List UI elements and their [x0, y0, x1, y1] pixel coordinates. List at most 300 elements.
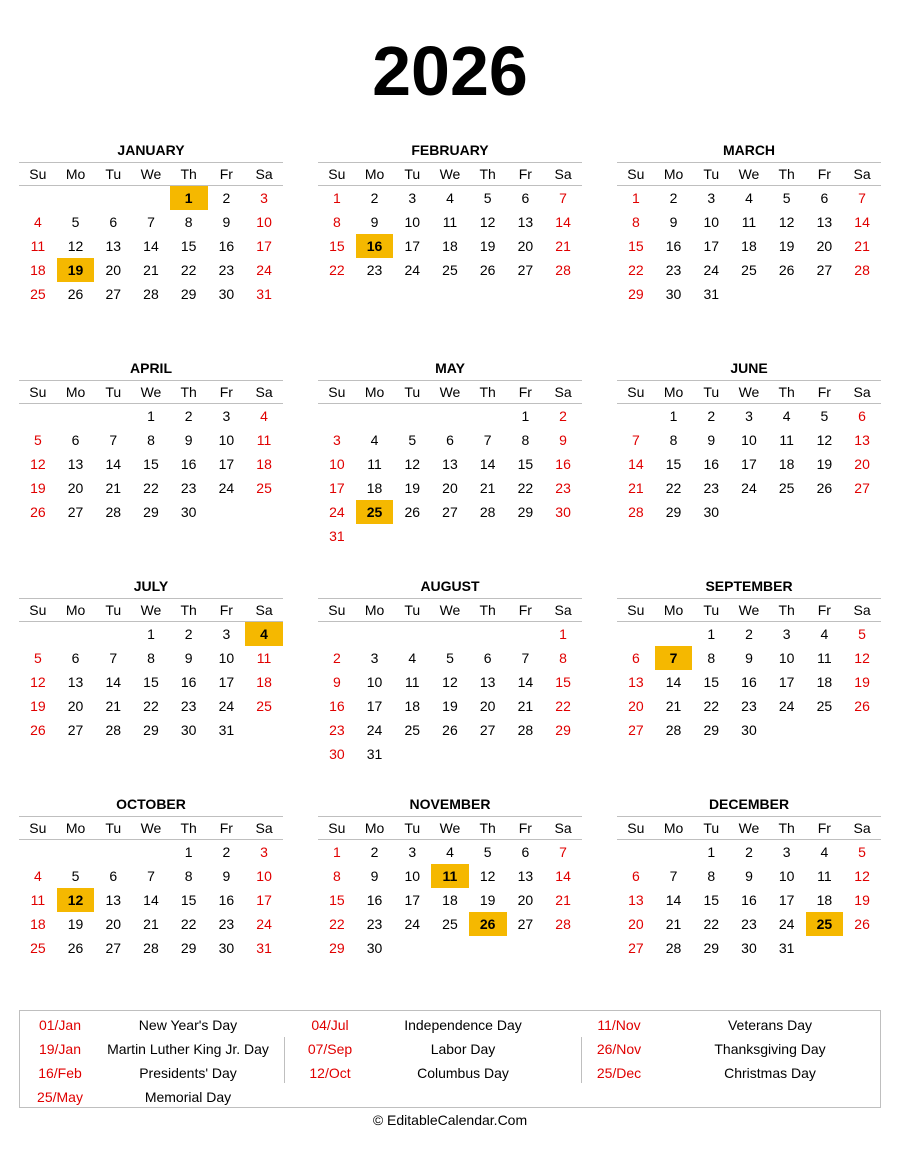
day-cell: 4 — [782, 408, 791, 424]
day-cell: 20 — [479, 698, 496, 714]
day-cell: 26 — [30, 722, 46, 738]
day-cell: 28 — [665, 940, 682, 956]
empty-day-cell — [245, 500, 283, 524]
day-cell: 30 — [741, 940, 757, 956]
day-cell: 21 — [628, 480, 644, 496]
day-cell: 18 — [778, 456, 795, 472]
day-cell: 29 — [329, 940, 345, 956]
day-cell: 31 — [778, 940, 795, 956]
day-cell: 14 — [665, 674, 682, 690]
weekday-label: We — [140, 384, 162, 400]
empty-day-cell — [57, 840, 95, 864]
day-cell: 25 — [442, 916, 458, 932]
empty-day-cell — [393, 622, 431, 646]
empty-day-cell — [469, 524, 507, 548]
day-cell: 9 — [222, 868, 231, 884]
day-cell: 27 — [854, 480, 870, 496]
week-row — [19, 694, 283, 718]
day-cell: 15 — [517, 456, 534, 472]
empty-day-cell — [730, 500, 768, 524]
weekday-label: Th — [778, 602, 795, 618]
weekday-label: Mo — [663, 166, 684, 182]
day-cell: 25 — [816, 698, 833, 714]
holiday-name: Columbus Day — [417, 1065, 509, 1081]
day-cell: 16 — [180, 674, 197, 690]
week-row — [318, 404, 582, 428]
week-row — [617, 234, 881, 258]
day-cell: 11 — [741, 214, 757, 230]
day-cell: 6 — [71, 432, 80, 448]
holiday-name: Independence Day — [404, 1017, 522, 1033]
day-cell: 6 — [109, 868, 118, 884]
day-cell: 24 — [404, 916, 421, 932]
day-cell: 17 — [329, 480, 345, 496]
day-cell: 27 — [67, 504, 84, 520]
day-cell: 8 — [559, 650, 567, 666]
holiday-name: Thanksgiving Day — [714, 1041, 826, 1057]
day-cell: 11 — [256, 432, 272, 448]
day-cell: 13 — [105, 892, 122, 908]
week-row — [617, 428, 881, 452]
day-cell: 3 — [222, 626, 231, 642]
column-separator — [581, 1037, 582, 1083]
day-cell: 22 — [143, 480, 159, 496]
day-cell: 1 — [147, 408, 155, 424]
empty-day-cell — [431, 936, 469, 960]
day-cell: 6 — [858, 408, 866, 424]
day-cell: 13 — [105, 238, 122, 254]
day-cell: 14 — [479, 456, 496, 472]
weekday-label: Mo — [663, 384, 684, 400]
holiday-column — [292, 1013, 558, 1085]
day-cell: 29 — [180, 286, 197, 302]
empty-day-cell — [469, 742, 507, 766]
day-cell: 7 — [858, 190, 866, 206]
holiday-name: Veterans Day — [727, 1017, 813, 1033]
day-cell: 16 — [218, 892, 235, 908]
weekday-label: We — [738, 602, 760, 618]
day-cell: 9 — [559, 432, 567, 448]
week-row — [318, 912, 582, 936]
empty-day-cell — [768, 718, 806, 742]
empty-day-cell — [318, 404, 356, 428]
day-cell: 23 — [555, 480, 571, 496]
day-cell: 29 — [628, 286, 644, 302]
day-cell: 30 — [665, 286, 682, 302]
weekday-label: We — [738, 820, 760, 836]
week-row — [617, 840, 881, 864]
weekday-label: Sa — [554, 820, 572, 836]
day-cell: 9 — [745, 868, 753, 884]
weekday-label: Su — [328, 384, 346, 400]
day-cell: 16 — [329, 698, 345, 714]
weekday-label: Su — [328, 820, 346, 836]
weekday-label: Mo — [364, 384, 385, 400]
day-cell: 22 — [555, 698, 571, 714]
empty-day-cell — [94, 840, 132, 864]
month-name: JULY — [133, 578, 169, 594]
empty-day-cell — [393, 404, 431, 428]
empty-day-cell — [356, 622, 394, 646]
week-row — [617, 694, 881, 718]
empty-day-cell — [655, 840, 693, 864]
day-cell: 8 — [332, 214, 341, 230]
day-cell: 9 — [745, 650, 753, 666]
day-cell: 20 — [442, 480, 458, 496]
day-cell: 11 — [404, 674, 420, 690]
weekday-label: We — [140, 820, 162, 836]
weekday-label: Mo — [65, 820, 86, 836]
weekday-label: Th — [180, 384, 197, 400]
day-cell: 15 — [703, 892, 720, 908]
month-march — [617, 138, 881, 306]
week-row — [617, 936, 881, 960]
day-cell: 22 — [703, 698, 720, 714]
week-row — [19, 234, 283, 258]
day-cell: 4 — [820, 626, 829, 642]
day-cell: 18 — [366, 480, 383, 496]
weekday-label: Tu — [404, 602, 421, 618]
weekday-label: We — [439, 166, 461, 182]
day-cell: 25 — [778, 480, 795, 496]
day-cell: 29 — [143, 504, 159, 520]
day-cell: 6 — [631, 868, 640, 884]
day-cell: 16 — [741, 892, 757, 908]
weekday-label: Sa — [853, 166, 871, 182]
week-row — [617, 912, 881, 936]
week-row — [617, 718, 881, 742]
day-cell: 4 — [260, 408, 268, 424]
week-row — [617, 646, 881, 670]
day-cell: 9 — [222, 214, 231, 230]
day-cell: 27 — [67, 722, 84, 738]
weekday-label: Su — [627, 384, 645, 400]
weekday-label: Fr — [518, 602, 532, 618]
empty-day-cell — [469, 622, 507, 646]
empty-day-cell — [318, 622, 356, 646]
day-cell: 15 — [665, 456, 682, 472]
day-cell: 13 — [816, 214, 833, 230]
day-cell: 10 — [256, 214, 272, 230]
day-cell: 2 — [370, 844, 379, 860]
week-row — [318, 646, 582, 670]
week-row — [318, 452, 582, 476]
weekday-label: We — [738, 384, 760, 400]
day-cell: 5 — [33, 432, 42, 448]
day-cell: 2 — [222, 844, 231, 860]
empty-day-cell — [843, 718, 881, 742]
day-cell: 11 — [30, 238, 46, 254]
week-row — [19, 210, 283, 234]
week-row — [19, 500, 283, 524]
day-cell: 29 — [143, 722, 159, 738]
empty-day-cell — [768, 500, 806, 524]
day-cell: 3 — [782, 626, 791, 642]
week-row — [19, 646, 283, 670]
week-row — [617, 282, 881, 306]
empty-day-cell — [57, 622, 95, 646]
day-cell: 6 — [521, 844, 530, 860]
day-cell: 21 — [854, 238, 870, 254]
day-cell: 1 — [184, 844, 193, 860]
day-cell: 13 — [67, 674, 84, 690]
empty-day-cell — [94, 622, 132, 646]
weekday-label: Mo — [663, 602, 684, 618]
day-cell: 14 — [555, 868, 571, 884]
holiday-row — [22, 1037, 278, 1061]
day-cell: 17 — [218, 456, 235, 472]
day-cell: 11 — [442, 214, 458, 230]
day-cell: 1 — [521, 408, 530, 424]
holiday-name: Martin Luther King Jr. Day — [107, 1041, 269, 1057]
day-cell: 24 — [218, 698, 235, 714]
weekday-label: Th — [778, 384, 795, 400]
day-cell: 18 — [256, 674, 272, 690]
day-cell: 12 — [854, 868, 870, 884]
day-cell: 13 — [442, 456, 458, 472]
day-cell: 26 — [30, 504, 46, 520]
day-cell: 15 — [329, 892, 345, 908]
day-cell: 11 — [256, 650, 272, 666]
week-row — [318, 258, 582, 282]
day-cell: 19 — [30, 480, 46, 496]
day-cell: 12 — [479, 868, 496, 884]
weekday-label: Tu — [105, 602, 122, 618]
day-cell: 3 — [370, 650, 379, 666]
day-cell: 2 — [745, 844, 753, 860]
day-cell: 19 — [479, 892, 496, 908]
day-cell: 5 — [33, 650, 42, 666]
weekday-label: Tu — [105, 384, 122, 400]
day-cell: 13 — [479, 674, 496, 690]
day-cell: 9 — [184, 650, 193, 666]
day-cell: 31 — [329, 528, 345, 544]
day-cell: 8 — [669, 432, 678, 448]
day-cell: 17 — [778, 892, 795, 908]
day-cell: 15 — [180, 892, 197, 908]
day-cell: 7 — [521, 650, 530, 666]
weekday-label: Th — [778, 820, 795, 836]
empty-day-cell — [356, 524, 394, 548]
holiday-date: 16/Feb — [38, 1065, 82, 1081]
day-cell: 20 — [67, 698, 84, 714]
week-row — [318, 234, 582, 258]
day-cell: 28 — [105, 504, 122, 520]
day-cell: 13 — [67, 456, 84, 472]
day-cell: 7 — [483, 432, 492, 448]
empty-day-cell — [19, 622, 57, 646]
day-cell: 22 — [517, 480, 534, 496]
holiday-day-cell: 12 — [57, 888, 95, 912]
holiday-column — [22, 1013, 278, 1109]
holiday-date: 04/Jul — [311, 1017, 349, 1033]
weekday-label: Fr — [518, 166, 532, 182]
day-cell: 16 — [665, 238, 682, 254]
day-cell: 23 — [329, 722, 345, 738]
week-row — [318, 718, 582, 742]
day-cell: 23 — [366, 262, 383, 278]
day-cell: 5 — [71, 868, 80, 884]
weekday-label: We — [439, 384, 461, 400]
day-cell: 1 — [631, 190, 640, 206]
day-cell: 2 — [184, 408, 193, 424]
day-cell: 22 — [628, 262, 644, 278]
empty-day-cell — [843, 500, 881, 524]
empty-day-cell — [208, 500, 246, 524]
day-cell: 23 — [218, 916, 235, 932]
week-row — [19, 404, 283, 428]
day-cell: 29 — [555, 722, 571, 738]
day-cell: 19 — [30, 698, 46, 714]
day-cell: 30 — [180, 504, 197, 520]
day-cell: 12 — [404, 456, 421, 472]
weekday-label: Tu — [703, 384, 720, 400]
day-cell: 15 — [143, 456, 159, 472]
empty-day-cell — [132, 840, 170, 864]
day-cell: 25 — [404, 722, 421, 738]
day-cell: 5 — [408, 432, 417, 448]
weekday-label: Mo — [65, 384, 86, 400]
weekday-header — [617, 816, 881, 840]
day-cell: 4 — [820, 844, 829, 860]
day-cell: 13 — [517, 868, 534, 884]
weekday-label: Th — [180, 166, 197, 182]
week-row — [318, 210, 582, 234]
day-cell: 19 — [67, 916, 84, 932]
empty-day-cell — [507, 742, 545, 766]
week-row — [617, 404, 881, 428]
day-cell: 25 — [442, 262, 458, 278]
empty-day-cell — [768, 282, 806, 306]
day-cell: 18 — [816, 674, 833, 690]
day-cell: 20 — [816, 238, 833, 254]
week-row — [19, 282, 283, 306]
day-cell: 28 — [479, 504, 496, 520]
empty-day-cell — [806, 282, 844, 306]
weekday-label: Mo — [65, 602, 86, 618]
holiday-day-cell: 11 — [431, 864, 469, 888]
day-cell: 14 — [854, 214, 870, 230]
weekday-header — [318, 380, 582, 404]
weekday-header — [19, 380, 283, 404]
holiday-day-cell: 4 — [245, 622, 283, 646]
day-cell: 20 — [628, 916, 644, 932]
day-cell: 24 — [404, 262, 421, 278]
day-cell: 29 — [665, 504, 682, 520]
weekday-label: Th — [479, 820, 496, 836]
day-cell: 23 — [180, 698, 197, 714]
day-cell: 17 — [703, 238, 720, 254]
day-cell: 31 — [256, 940, 272, 956]
empty-day-cell — [94, 404, 132, 428]
day-cell: 24 — [366, 722, 383, 738]
week-row — [318, 742, 582, 766]
day-cell: 25 — [256, 698, 272, 714]
day-cell: 28 — [665, 722, 682, 738]
empty-day-cell — [507, 622, 545, 646]
holiday-list — [19, 1010, 881, 1108]
empty-day-cell — [507, 524, 545, 548]
day-cell: 28 — [517, 722, 534, 738]
weekday-label: Tu — [703, 166, 720, 182]
weekday-label: Fr — [219, 166, 233, 182]
day-cell: 26 — [479, 262, 496, 278]
week-row — [318, 694, 582, 718]
empty-day-cell — [19, 186, 57, 210]
day-cell: 20 — [628, 698, 644, 714]
empty-day-cell — [469, 936, 507, 960]
day-cell: 10 — [329, 456, 345, 472]
weekday-label: Mo — [65, 166, 86, 182]
week-row — [617, 500, 881, 524]
holiday-day-cell: 25 — [806, 912, 844, 936]
day-cell: 14 — [628, 456, 644, 472]
day-cell: 2 — [707, 408, 716, 424]
week-row — [318, 936, 582, 960]
day-cell: 30 — [366, 940, 383, 956]
column-separator — [284, 1037, 285, 1083]
week-row — [19, 864, 283, 888]
day-cell: 6 — [631, 650, 640, 666]
weekday-label: Fr — [817, 166, 831, 182]
day-cell: 6 — [483, 650, 492, 666]
holiday-date: 12/Oct — [309, 1065, 351, 1081]
day-cell: 7 — [631, 432, 640, 448]
holiday-date: 25/May — [37, 1089, 83, 1105]
weekday-label: Sa — [853, 384, 871, 400]
week-row — [617, 258, 881, 282]
month-january — [19, 138, 283, 306]
day-cell: 21 — [105, 698, 122, 714]
weekday-label: Th — [479, 602, 496, 618]
week-row — [19, 718, 283, 742]
week-row — [318, 888, 582, 912]
day-cell: 10 — [741, 432, 757, 448]
day-cell: 26 — [854, 916, 870, 932]
day-cell: 19 — [479, 238, 496, 254]
weekday-label: Tu — [404, 384, 421, 400]
holiday-name: Christmas Day — [724, 1065, 816, 1081]
week-row — [617, 670, 881, 694]
day-cell: 26 — [854, 698, 870, 714]
day-cell: 1 — [669, 408, 678, 424]
weekday-header — [617, 598, 881, 622]
day-cell: 1 — [332, 844, 341, 860]
day-cell: 7 — [559, 190, 567, 206]
day-cell: 5 — [446, 650, 454, 666]
day-cell: 24 — [256, 262, 272, 278]
day-cell: 27 — [517, 916, 534, 932]
day-cell: 5 — [71, 214, 80, 230]
day-cell: 26 — [67, 286, 84, 302]
empty-day-cell — [393, 524, 431, 548]
empty-day-cell — [19, 840, 57, 864]
weekday-label: Fr — [219, 384, 233, 400]
day-cell: 28 — [105, 722, 122, 738]
day-cell: 8 — [184, 868, 193, 884]
week-row — [19, 912, 283, 936]
day-cell: 16 — [703, 456, 720, 472]
day-cell: 3 — [222, 408, 231, 424]
holiday-date: 01/Jan — [38, 1017, 82, 1033]
footer-credit: © EditableCalendar.Com — [372, 1112, 528, 1128]
month-name: APRIL — [130, 360, 172, 376]
holiday-name: Presidents' Day — [139, 1065, 237, 1081]
day-cell: 28 — [854, 262, 870, 278]
day-cell: 31 — [703, 286, 720, 302]
empty-day-cell — [507, 936, 545, 960]
week-row — [19, 888, 283, 912]
